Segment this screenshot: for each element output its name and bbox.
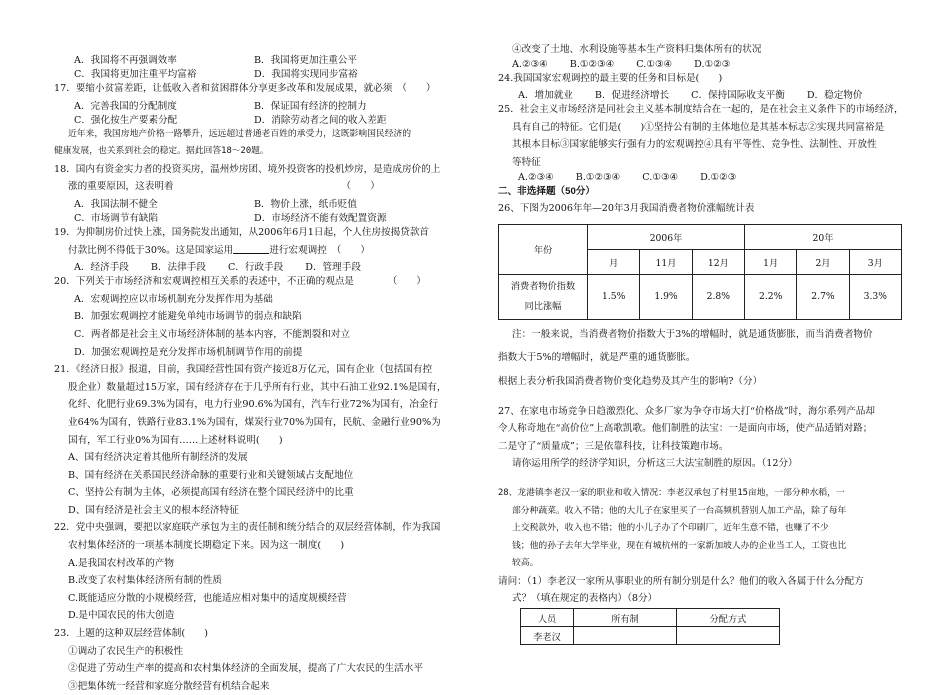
q19-options — [54, 259, 466, 273]
q25-line-4: 等特征 — [512, 156, 541, 168]
q20-option-c: C．两者都是社会主义市场经济体制的基本内容，不能割裂和对立 — [74, 328, 350, 340]
q17-option-d: D．消除劳动者之间的收入差距 — [254, 114, 387, 126]
q24-stem: 24.我国国家宏观调控的最主要的任务和目标是( ) — [498, 72, 723, 84]
q21-line-2: 股企业）数量超过15万家，国有经济存在于几乎所有行业，其中石油工业92.1%是国有， — [68, 381, 447, 393]
cpi-table — [498, 224, 902, 320]
q26-stem: 26、下图为2006年年—20年3月我国消费者物价涨幅统计表 — [498, 203, 755, 215]
q25-line-2: 具有自己的特征。它们是( )①坚持公有制的主体地位是其基本标志②实现共同富裕是 — [512, 121, 885, 133]
q18-options-row1 — [54, 196, 466, 210]
intro-line-1: 近年来，我国房地产价格一路攀升，远远超过普通老百姓的承受力，这既影响国民经济的 — [68, 128, 412, 139]
q24-options — [498, 87, 908, 101]
q26-question: 根据上表分析我国消费者物价变化趋势及其产生的影响?（分） — [498, 375, 763, 387]
fill-table-row — [521, 627, 780, 645]
q23-option-d: D.①②③ — [694, 58, 731, 70]
q23-option-c: C.①③④ — [636, 58, 673, 70]
q19-answer-blank — [233, 243, 269, 254]
cpi-row-header-line-2: 同比涨幅 — [524, 300, 562, 312]
fill-row-distribution-cell[interactable] — [677, 627, 780, 645]
q17-option-a: A．完善我国的分配制度 — [74, 100, 177, 112]
cpi-row-header-line-1: 消费者物价指数 — [510, 280, 576, 292]
q19-option-b: B．法律手段 — [150, 262, 206, 274]
table-note-line-2: 指数大于5%的增幅时，就是严重的通货膨胀。 — [498, 352, 696, 364]
fill-table-header-row — [521, 609, 780, 627]
cpi-row-header — [499, 274, 588, 319]
q24-option-a: A．增加就业 — [518, 90, 573, 102]
q23-option-b: B.①②③④ — [569, 58, 615, 70]
q28-line-2: 部分种蔬菜。收入不错；他的大儿子在家里买了一台高频机替别人加工产品，除了每年 — [512, 505, 847, 516]
q24-option-c: C．保持国际收支平衡 — [691, 90, 785, 102]
q24-option-d: D．稳定物价 — [806, 90, 863, 102]
cpi-month-5: 2月 — [797, 249, 849, 274]
fill-row-ownership-cell[interactable] — [574, 627, 677, 645]
q28-line-4: 钱；他的孙子去年大学毕业，现在有城杭州的一家新加坡人办的企业当工人，工资也比 — [512, 540, 847, 551]
q23-item-1: ①调动了农民生产的积极性 — [68, 645, 184, 657]
q22-option-a: A.是我国农村改革的产物 — [68, 557, 174, 569]
q20-option-a: A．宏观调控应以市场机制充分发挥作用为基础 — [74, 293, 273, 305]
cpi-year-b: 20年 — [744, 224, 901, 249]
cpi-value-4: 2.2% — [744, 274, 796, 319]
q18-line-2: 涨的重要原因，这表明着 （ ） — [68, 181, 380, 193]
q28-line-1: 28、龙港镇李老汉一家的职业和收入情况：李老汉承包了村里15亩地，一部分种水稻，一 — [498, 487, 845, 498]
q20-stem: 20．下列关于市场经济和宏观调控相互关系的表述中，不正确的观点是 （ ） — [54, 276, 426, 288]
q27-line-3: 二是守了“质量成”；三是依靠科技，让科技策跑市场。 — [498, 440, 729, 452]
cpi-value-1: 1.5% — [588, 274, 640, 319]
q21-line-4: 业64%为国有，铁路行业83.1%为国有，煤炭行业70%为国有，民航、金融行业90%为 — [68, 416, 441, 428]
q25-line-3: 其根本目标③国家能够实行强有力的宏观调控④具有平等性、竞争性、法制性、开放性 — [512, 139, 877, 151]
right-column — [498, 41, 908, 645]
q17-options-row1 — [54, 98, 466, 112]
q19-line-2 — [54, 242, 466, 260]
q25-option-b: B.①②③④ — [575, 171, 621, 183]
cpi-month-4: 1月 — [744, 249, 796, 274]
q21-line-3: 化纤、化肥行业69.3%为国有，电力行业90.6%为国有，汽车行业72%为国有，冶金行 — [68, 399, 439, 411]
q18-option-a: A．我国法制不健全 — [74, 198, 158, 210]
q22-option-b: B.改变了农村集体经济所有制的性质 — [68, 575, 223, 587]
q19-line-1: 19．为抑制房价过快上涨，国务院发出通知，从2006年6月1日起，个人住房按揭贷款首 — [54, 226, 430, 238]
q24-option-b: B．促进经济增长 — [594, 90, 670, 102]
q21-option-b: B、国有经济在关系国民经济命脉的重要行业和关键领域占支配地位 — [68, 469, 354, 481]
q22-option-c: C.既能适应分散的小规模经营，也能适应相对集中的适度规模经营 — [68, 592, 347, 604]
fill-header-ownership: 所有制 — [574, 609, 677, 627]
q20-option-b: B．加强宏观调控才能避免单纯市场调节的弱点和缺陷 — [74, 311, 302, 323]
q16-option-a: A．我国将不再强调效率 — [74, 55, 177, 66]
q17-option-c: C．强化按生产要素分配 — [74, 114, 178, 126]
q16-options-row1 — [54, 52, 466, 66]
q20-option-d: D．加强宏观调控是充分发挥市场机制调节作用的前提 — [74, 346, 303, 358]
q25-line-1: 25．社会主义市场经济是同社会主义基本制度结合在一起的，是在社会主义条件下的市场经济， — [498, 104, 904, 116]
q21-line-5: 国有，军工行业0%为国有……上述材料说明( ) — [68, 434, 283, 446]
q21-option-a: A、国有经济决定着其他所有制经济的发展 — [68, 452, 248, 464]
q23-item-2: ②促进了劳动生产率的提高和农村集体经济的全面发展，提高了广大农民的生活水平 — [68, 663, 423, 675]
q23-options — [498, 59, 908, 70]
left-column — [54, 52, 466, 695]
q18-line-1: 18．国内有资金实力者的投资买房，温州炒房团、境外投资客的投机炒房，是造成房价的上 — [54, 163, 441, 175]
q25-option-d: D.①②③ — [700, 171, 737, 183]
cpi-year-header: 年份 — [499, 224, 588, 274]
cpi-value-3: 2.8% — [692, 274, 744, 319]
cpi-value-5: 2.7% — [797, 274, 849, 319]
cpi-month-6: 3月 — [849, 249, 901, 274]
answer-fill-table — [520, 608, 780, 645]
q18-options-row2 — [54, 210, 466, 224]
fill-header-distribution: 分配方式 — [677, 609, 780, 627]
q27-line-2: 令人称奇地在“高价位”上高歌凯歌。他们制胜的法宝：一是面向市场，使产品适销对路； — [498, 423, 873, 435]
q19-option-c: C．行政手段 — [227, 262, 284, 274]
q17-option-b: B．保证国有经济的控制力 — [254, 100, 367, 112]
cpi-month-2: 11月 — [640, 249, 692, 274]
q19-option-d: D．管理手段 — [305, 262, 361, 274]
q27-line-1: 27、在家电市场竞争日趋激烈化、众多厂家为争夺市场大打“价格战”时，海尔系列产品却 — [498, 405, 875, 417]
q25-options — [498, 172, 908, 183]
q18-option-c: C．市场调节有缺陷 — [74, 212, 159, 224]
q19-line-2b: 进行宏观调控 （ ） — [269, 244, 370, 256]
q23-stem: 23．上题的这种双层经营体制( ) — [54, 628, 209, 640]
q18-option-b: B．物价上涨，纸币贬值 — [254, 198, 357, 210]
q18-option-d: D．市场经济不能有效配置资源 — [254, 212, 387, 224]
fill-row-person: 李老汉 — [521, 627, 574, 645]
q28-ask-line-1: 请问：（1）李老汉一家所从事职业的所有制分别是什么？他们的收入各属于什么分配方 — [498, 575, 864, 587]
q28-line-3: 上交税款外，收入也不错；他的小儿子办了个印刷厂，近年生意不错，也赚了不少 — [512, 523, 829, 534]
q23-item-4: ④改变了土地、水利设施等基本生产资料归集体所有的状况 — [512, 44, 762, 55]
q25-option-c: C.①③④ — [642, 171, 679, 183]
q22-line-1: 22．党中央强调，要把以家庭联产承包为主的责任制和统分结合的双层经营体制，作为我国 — [54, 522, 441, 534]
q21-option-c: C、坚持公有制为主体，必须提高国有经济在整个国民经济中的比重 — [68, 487, 354, 499]
q23-item-3: ③把集体统一经营和家庭分散经营有机结合起来 — [68, 680, 270, 692]
cpi-value-2: 1.9% — [640, 274, 692, 319]
q22-line-2: 农村集体经济的一项基本制度长期稳定下来。因为这一制度( ) — [68, 540, 345, 552]
q27-question: 请你运用所学的经济学知识，分析这三大法宝制胜的原因。（12分） — [512, 458, 798, 470]
section-2-heading: 二、非选择题（50分） — [498, 185, 596, 197]
q28-ask-line-2: 式？（填在规定的表格内）（8分） — [512, 593, 658, 605]
q17-options-row2 — [54, 112, 466, 126]
q17-stem: 17．要缩小贫富差距，让低收入者和贫困群体分享更多改革和发展成果，就必须 （ ） — [54, 83, 436, 94]
table-note-line-1: 注：一般来说，当消费者物价指数大于3%的增幅时，就是通货膨胀，而当消费者物价 — [512, 328, 873, 340]
cpi-table-year-row — [499, 224, 902, 249]
cpi-table-value-row — [499, 274, 902, 319]
q16-option-c: C．我国将更加注重平均富裕 — [74, 69, 197, 80]
fill-header-person: 人员 — [521, 609, 574, 627]
cpi-month-3: 12月 — [692, 249, 744, 274]
q16-option-d: D．我国将实现同步富裕 — [254, 69, 358, 80]
q28-line-5: 较高。 — [512, 558, 539, 569]
q16-options-row2 — [54, 66, 466, 80]
cpi-value-6: 3.3% — [849, 274, 901, 319]
q19-line-2a: 付款比例不得低于30%。这是国家运用 — [68, 244, 234, 256]
q21-line-1: 21．《经济日报》报道，目前，我国经营性国有资产接近8万亿元，国有企业（包括国有控 — [54, 364, 433, 376]
intro-line-2: 健康发展，也关系到社会的稳定。据此回答18～20题。 — [54, 146, 269, 157]
cpi-month-1: 月 — [588, 249, 640, 274]
q23-option-a: A.②③④ — [512, 58, 548, 70]
cpi-year-a: 2006年 — [588, 224, 745, 249]
q16-option-b: B．我国将更加注重公平 — [254, 55, 357, 66]
q22-option-d: D.是中国农民的伟大创造 — [68, 610, 175, 622]
q25-option-a: A.②③④ — [518, 171, 554, 183]
q21-option-d: D、国有经济是社会主义的根本经济特征 — [68, 504, 239, 516]
q19-option-a: A．经济手段 — [74, 262, 129, 274]
